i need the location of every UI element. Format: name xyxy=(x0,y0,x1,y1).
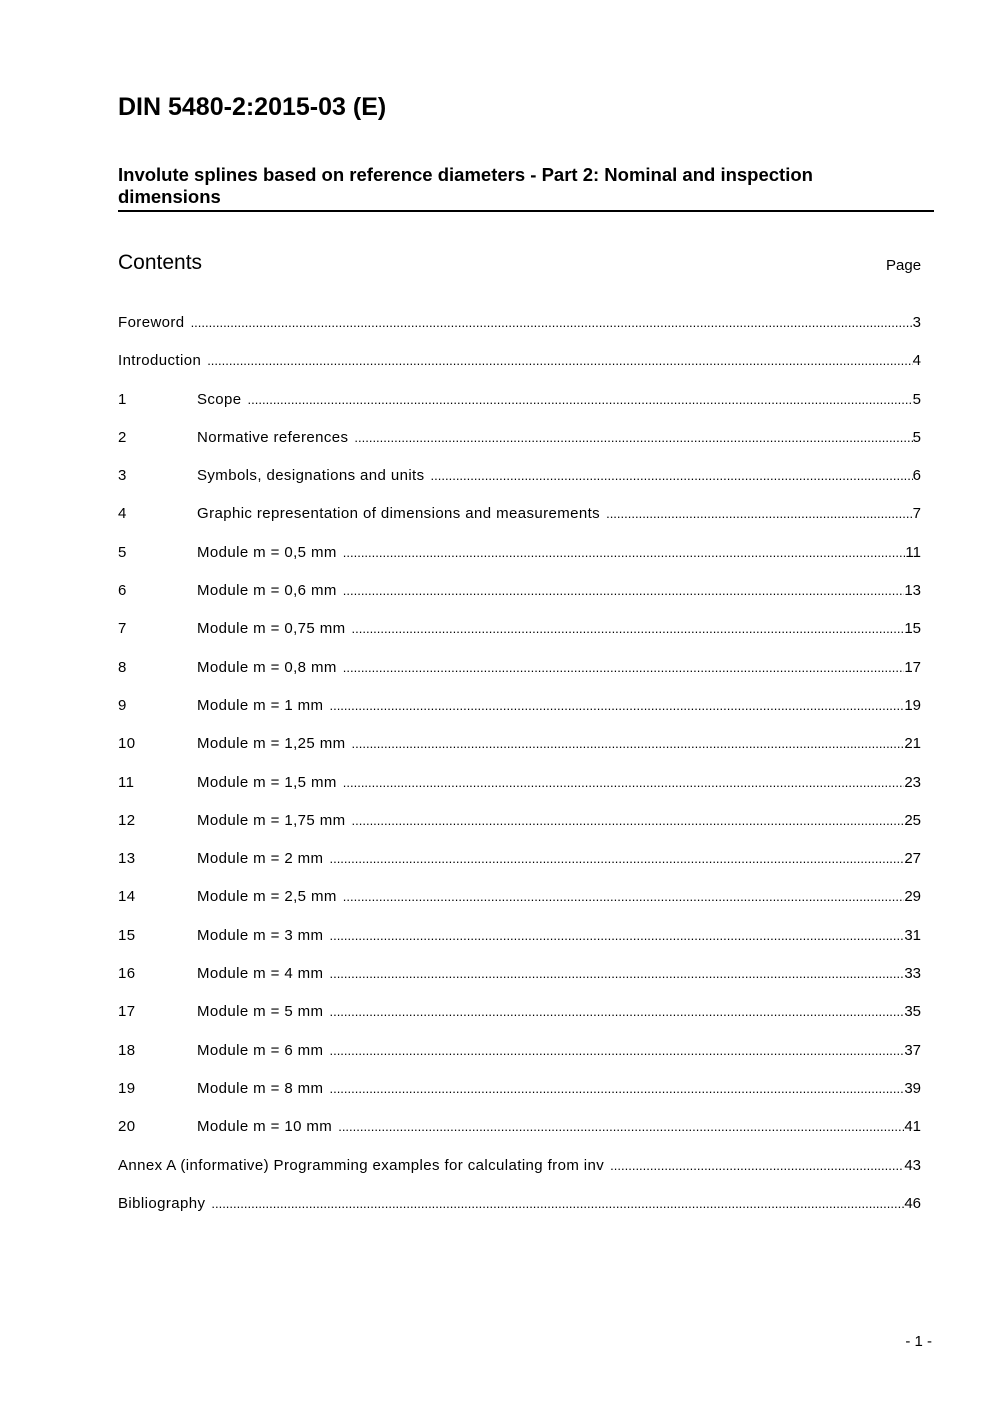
toc-entry-label: Symbols, designations and units xyxy=(197,467,425,485)
toc-entry-number: 17 xyxy=(118,1003,136,1021)
toc-entry[interactable] xyxy=(118,620,921,658)
toc-entry-page: 41 xyxy=(904,1118,921,1136)
toc-entry-page: 46 xyxy=(904,1194,921,1212)
toc-entry[interactable] xyxy=(118,1157,921,1195)
toc-entry-label: Module m = 4 mm xyxy=(197,965,324,983)
table-of-contents xyxy=(118,314,921,1233)
toc-dot-leader xyxy=(352,813,905,828)
toc-entry-label: Module m = 0,6 mm xyxy=(197,582,337,600)
toc-entry-label: Module m = 1 mm xyxy=(197,696,324,714)
toc-entry-label: Module m = 10 mm xyxy=(197,1118,333,1136)
toc-dot-leader xyxy=(329,966,904,981)
toc-dot-leader xyxy=(329,851,904,866)
toc-entry[interactable] xyxy=(118,505,921,543)
toc-dot-leader xyxy=(343,545,906,560)
toc-dot-leader xyxy=(248,392,913,407)
toc-entry-number: 1 xyxy=(118,390,127,408)
toc-entry-label: Annex A (informative) Programming examples for calculating from inv xyxy=(118,1156,605,1174)
toc-entry-number: 14 xyxy=(118,888,136,906)
toc-entry[interactable] xyxy=(118,352,921,390)
toc-entry[interactable] xyxy=(118,697,921,735)
toc-entry-number: 8 xyxy=(118,658,127,676)
toc-entry-page: 29 xyxy=(904,888,921,906)
toc-dot-leader xyxy=(211,1196,904,1211)
toc-dot-leader xyxy=(329,1081,904,1096)
toc-entry-label: Module m = 3 mm xyxy=(197,926,324,944)
toc-entry-label: Bibliography xyxy=(118,1194,206,1212)
toc-dot-leader xyxy=(207,353,912,368)
toc-entry[interactable] xyxy=(118,888,921,926)
toc-entry[interactable] xyxy=(118,429,921,467)
toc-entry-label: Normative references xyxy=(197,428,349,446)
toc-entry-number: 9 xyxy=(118,696,127,714)
toc-entry-label: Module m = 1,5 mm xyxy=(197,773,337,791)
document-title: Involute splines based on reference diameters - Part 2: Nominal and inspection dimensions xyxy=(118,164,813,207)
toc-entry-label: Module m = 8 mm xyxy=(197,1079,324,1097)
title-divider xyxy=(118,210,934,212)
document-identifier: DIN 5480-2:2015-03 (E) xyxy=(118,93,387,121)
toc-entry-page: 39 xyxy=(904,1079,921,1097)
toc-entry-number: 15 xyxy=(118,926,136,944)
toc-entry-page: 19 xyxy=(904,696,921,714)
toc-entry-page: 43 xyxy=(904,1156,921,1174)
toc-entry-label: Module m = 0,5 mm xyxy=(197,543,337,561)
toc-entry-page: 23 xyxy=(904,773,921,791)
toc-entry-page: 21 xyxy=(904,735,921,753)
toc-dot-leader xyxy=(343,775,905,790)
toc-dot-leader xyxy=(191,315,913,330)
toc-entry-label: Module m = 1,75 mm xyxy=(197,811,346,829)
toc-dot-leader xyxy=(343,660,905,675)
toc-entry-page: 5 xyxy=(912,428,921,446)
toc-entry-number: 4 xyxy=(118,505,127,523)
toc-dot-leader xyxy=(354,430,912,445)
toc-entry-page: 25 xyxy=(904,811,921,829)
toc-entry[interactable] xyxy=(118,965,921,1003)
toc-entry[interactable] xyxy=(118,1003,921,1041)
toc-entry-page: 15 xyxy=(904,620,921,638)
toc-entry[interactable] xyxy=(118,314,921,352)
toc-entry-page: 33 xyxy=(904,965,921,983)
toc-entry[interactable] xyxy=(118,774,921,812)
toc-entry[interactable] xyxy=(118,735,921,773)
toc-entry-page: 17 xyxy=(904,658,921,676)
page-number: - 1 - xyxy=(905,1333,932,1350)
toc-dot-leader xyxy=(329,698,904,713)
toc-dot-leader xyxy=(338,1119,904,1134)
toc-entry-number: 13 xyxy=(118,850,136,868)
toc-entry-label: Foreword xyxy=(118,314,185,331)
toc-entry-label: Module m = 2 mm xyxy=(197,850,324,868)
toc-entry-page: 13 xyxy=(904,582,921,600)
toc-entry[interactable] xyxy=(118,544,921,582)
toc-dot-leader xyxy=(606,506,913,521)
toc-entry-number: 2 xyxy=(118,428,127,446)
toc-entry[interactable] xyxy=(118,1042,921,1080)
toc-entry-page: 3 xyxy=(912,314,921,331)
page-column-heading: Page xyxy=(886,257,922,274)
toc-entry-page: 6 xyxy=(912,467,921,485)
toc-entry-number: 3 xyxy=(118,467,127,485)
toc-entry[interactable] xyxy=(118,582,921,620)
toc-dot-leader xyxy=(329,1004,904,1019)
toc-entry-page: 5 xyxy=(912,390,921,408)
toc-entry-page: 27 xyxy=(904,850,921,868)
toc-dot-leader xyxy=(352,621,905,636)
toc-dot-leader xyxy=(352,736,905,751)
toc-entry-page: 11 xyxy=(905,543,921,561)
toc-entry-number: 6 xyxy=(118,582,127,600)
toc-entry[interactable] xyxy=(118,1080,921,1118)
toc-entry-number: 18 xyxy=(118,1041,136,1059)
toc-entry-number: 16 xyxy=(118,965,136,983)
toc-entry[interactable] xyxy=(118,927,921,965)
toc-entry-page: 7 xyxy=(912,505,921,523)
toc-dot-leader xyxy=(329,1043,904,1058)
toc-entry-number: 12 xyxy=(118,811,136,829)
toc-entry-label: Module m = 6 mm xyxy=(197,1041,324,1059)
toc-entry[interactable] xyxy=(118,467,921,505)
toc-dot-leader xyxy=(343,583,905,598)
toc-entry-page: 31 xyxy=(904,926,921,944)
toc-entry-label: Module m = 1,25 mm xyxy=(197,735,346,753)
toc-entry-label: Scope xyxy=(197,390,242,408)
toc-entry[interactable] xyxy=(118,812,921,850)
contents-heading: Contents xyxy=(118,251,203,274)
toc-entry[interactable] xyxy=(118,659,921,697)
toc-entry-number: 19 xyxy=(118,1079,136,1097)
toc-entry-number: 20 xyxy=(118,1118,136,1136)
toc-entry-label: Graphic representation of dimensions and measurements xyxy=(197,505,601,523)
toc-entry-label: Module m = 5 mm xyxy=(197,1003,324,1021)
toc-entry-number: 5 xyxy=(118,543,127,561)
toc-entry-label: Module m = 0,75 mm xyxy=(197,620,346,638)
toc-entry-page: 35 xyxy=(904,1003,921,1021)
toc-entry-page: 37 xyxy=(904,1041,921,1059)
toc-dot-leader xyxy=(329,928,904,943)
toc-dot-leader xyxy=(343,889,905,904)
toc-entry-label: Introduction xyxy=(118,352,202,370)
toc-entry-number: 11 xyxy=(118,773,135,791)
toc-entry-label: Module m = 2,5 mm xyxy=(197,888,337,906)
toc-dot-leader xyxy=(431,468,913,483)
toc-entry-label: Module m = 0,8 mm xyxy=(197,658,337,676)
toc-entry-number: 10 xyxy=(118,735,136,753)
toc-entry[interactable] xyxy=(118,850,921,888)
toc-entry-number: 7 xyxy=(118,620,127,638)
toc-entry[interactable] xyxy=(118,1195,921,1233)
toc-dot-leader xyxy=(610,1158,904,1173)
toc-entry-page: 4 xyxy=(912,352,921,370)
toc-entry[interactable] xyxy=(118,391,921,429)
toc-entry[interactable] xyxy=(118,1118,921,1156)
